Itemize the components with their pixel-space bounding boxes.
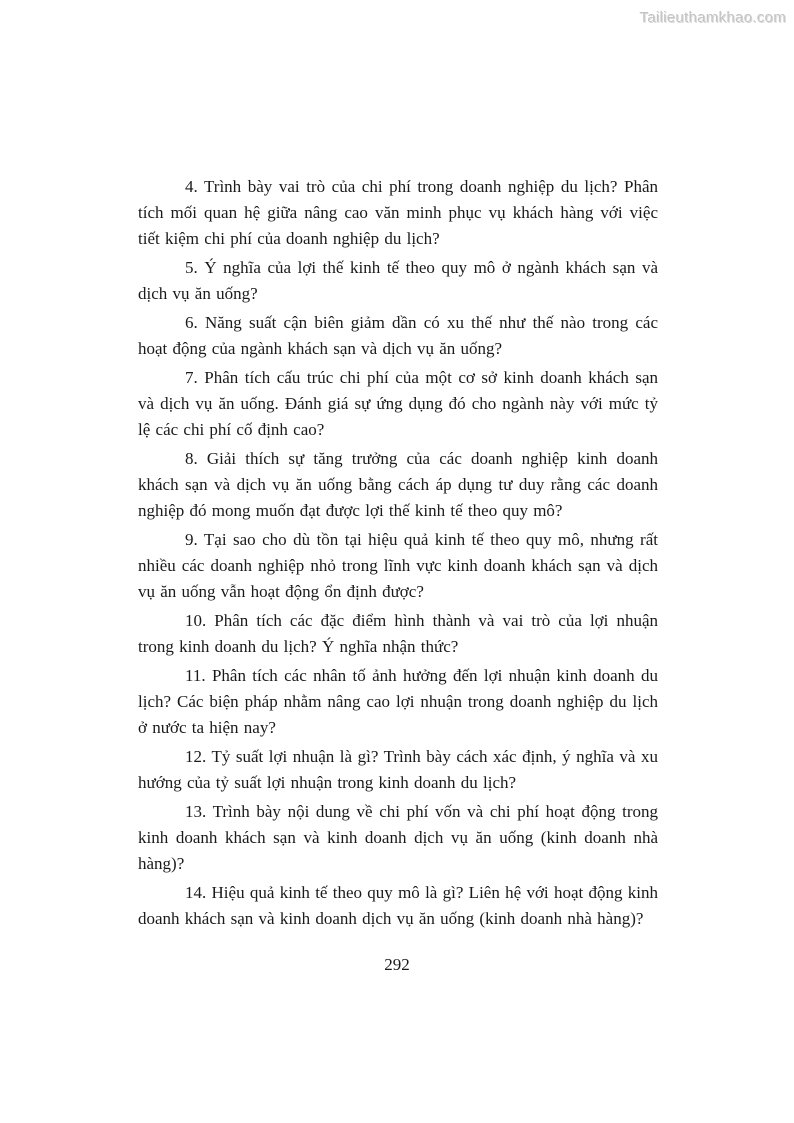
question-item-8: 8. Giải thích sự tăng trưởng của các doanh nghiệp kinh doanh khách sạn và dịch vụ ăn uống bằng cách áp dụng tư duy rằng các doanh nghiệp đó mong muốn đạt được lợi thế kinh tế theo quy mô? — [138, 449, 658, 520]
question-item-10: 10. Phân tích các đặc điểm hình thành và vai trò của lợi nhuận trong kinh doanh du lịch? Ý nghĩa nhận thức? — [138, 611, 658, 656]
question-item-5: 5. Ý nghĩa của lợi thế kinh tế theo quy mô ở ngành khách sạn và dịch vụ ăn uống? — [138, 258, 658, 303]
question-item-4: 4. Trình bày vai trò của chi phí trong doanh nghiệp du lịch? Phân tích mối quan hệ giữa nâng cao văn minh phục vụ khách hàng với việc tiết kiệm chi phí của doanh nghiệp du lịch? — [138, 177, 658, 248]
question-item-13: 13. Trình bày nội dung về chi phí vốn và chi phí hoạt động trong kinh doanh khách sạn và kinh doanh dịch vụ ăn uống (kinh doanh nhà hàng)? — [138, 802, 658, 873]
page-number: 292 — [384, 955, 410, 974]
question-item-6: 6. Năng suất cận biên giảm dần có xu thế như thế nào trong các hoạt động của ngành khách sạn và dịch vụ ăn uống? — [138, 313, 658, 358]
question-item-9: 9. Tại sao cho dù tồn tại hiệu quả kinh tế theo quy mô, nhưng rất nhiều các doanh nghiệp nhỏ trong lĩnh vực kinh doanh khách sạn và dịch vụ ăn uống vẫn hoạt động ổn định được? — [138, 530, 658, 601]
watermark: Tailieuthamkhao.com — [639, 9, 786, 26]
question-item-14: 14. Hiệu quả kinh tế theo quy mô là gì? Liên hệ với hoạt động kinh doanh khách sạn và kinh doanh dịch vụ ăn uống (kinh doanh nhà hàng)? — [138, 883, 658, 928]
question-list — [138, 174, 658, 935]
question-item-12: 12. Tỷ suất lợi nhuận là gì? Trình bày cách xác định, ý nghĩa và xu hướng của tỷ suất lợi nhuận trong kinh doanh du lịch? — [138, 747, 658, 792]
question-item-11: 11. Phân tích các nhân tố ảnh hưởng đến lợi nhuận kinh doanh du lịch? Các biện pháp nhằm nâng cao lợi nhuận trong doanh nghiệp du lịch ở nước ta hiện nay? — [138, 666, 658, 737]
question-item-7: 7. Phân tích cấu trúc chi phí của một cơ sở kinh doanh khách sạn và dịch vụ ăn uống. Đánh giá sự ứng dụng đó cho ngành này với mức tỷ lệ các chi phí cố định cao? — [138, 368, 658, 439]
